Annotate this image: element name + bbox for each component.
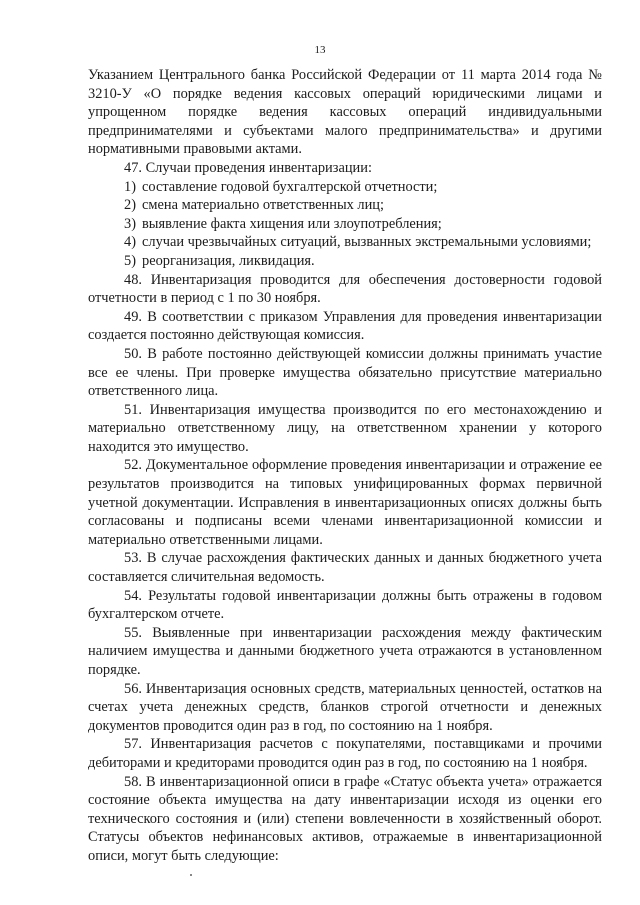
list-item xyxy=(124,233,602,252)
paragraph-48: 48. Инвентаризация проводится для обеспечения достоверности годовой отчетности в период с 1 по 30 ноября. xyxy=(88,271,602,307)
list-item-number: 5) xyxy=(124,252,136,269)
paragraph-51: 51. Инвентаризация имущества производится по его местонахождению и материально ответственному лицу, на ответственном хранении у которого находится это имущество. xyxy=(88,401,602,455)
list-item xyxy=(124,196,602,215)
list-item xyxy=(124,252,602,271)
paragraph-56: 56. Инвентаризация основных средств, материальных ценностей, остатков на счетах учета денежных средств, бланков строгой отчетности и денежных документов проводится один раз в год, по состоянию на 1 ноября. xyxy=(88,680,602,734)
list-item-number: 3) xyxy=(124,215,136,232)
list-item xyxy=(124,215,602,234)
scan-speck xyxy=(190,874,192,876)
paragraph-54: 54. Результаты годовой инвентаризации должны быть отражены в годовом бухгалтерском отчете. xyxy=(88,587,602,623)
list-item-text: выявление факта хищения или злоупотребления; xyxy=(142,215,442,232)
list-item-text: смена материально ответственных лиц; xyxy=(142,197,384,214)
list-item-text: случаи чрезвычайных ситуаций, вызванных экстремальными условиями; xyxy=(142,234,592,251)
list-item-number: 1) xyxy=(124,178,136,195)
paragraph-53: 53. В случае расхождения фактических данных и данных бюджетного учета составляется сличительная ведомость. xyxy=(88,550,602,586)
page-number: 13 xyxy=(314,44,326,56)
intro-paragraph: Указанием Центрального банка Российской Федерации от 11 марта 2014 года № 3210-У «О порядке ведения кассовых операций юридическими лицами и упрощенном порядке ведения кассовых операций индивидуальными предпринимателями и субъектами малого предпринимательства» и другими нормативными правовыми актами. xyxy=(88,67,602,158)
list-item-text: составление годовой бухгалтерской отчетности; xyxy=(142,178,438,195)
list-item-number: 4) xyxy=(124,234,136,251)
paragraph-52: 52. Документальное оформление проведения инвентаризации и отражение ее результатов производится на типовых унифицированных формах первичной учетной документации. Исправления в инвентаризационных описях должны быть согласованы и подписаны всеми членами инвентаризационной комиссии и материально ответственными лицами. xyxy=(88,457,602,548)
document-body xyxy=(88,66,602,866)
inventory-cases-list xyxy=(88,178,602,271)
paragraph-57: 57. Инвентаризация расчетов с покупателями, поставщиками и прочими дебиторами и кредиторами проводится один раз в год, по состоянию на 1 ноября. xyxy=(88,736,602,771)
list-item xyxy=(124,178,602,197)
paragraph-55: 55. Выявленные при инвентаризации расхождения между фактическим наличием имущества и данными бюджетного учета отражаются в установленном порядке. xyxy=(88,624,602,678)
paragraph-47-heading: 47. Случаи проведения инвентаризации: xyxy=(124,159,372,176)
paragraph-49: 49. В соответствии с приказом Управления для проведения инвентаризации создается постоянно действующая комиссия. xyxy=(88,308,602,344)
list-item-text: реорганизация, ликвидация. xyxy=(142,252,315,269)
list-item-number: 2) xyxy=(124,197,136,214)
paragraph-50: 50. В работе постоянно действующей комиссии должны принимать участие все ее члены. При проверке имущества обязательно присутствие материально ответственного лица. xyxy=(88,345,602,400)
paragraph-58: 58. В инвентаризационной описи в графе «Статус объекта учета» отражается состояние объекта имущества на дату инвентаризации исходя из оценки его технического состояния и (или) степени вовлеченности в хозяйственный оборот. Статусы объектов нефинансовых активов, отражаемые в инвентаризационной описи, могут быть следующие: xyxy=(88,773,602,864)
